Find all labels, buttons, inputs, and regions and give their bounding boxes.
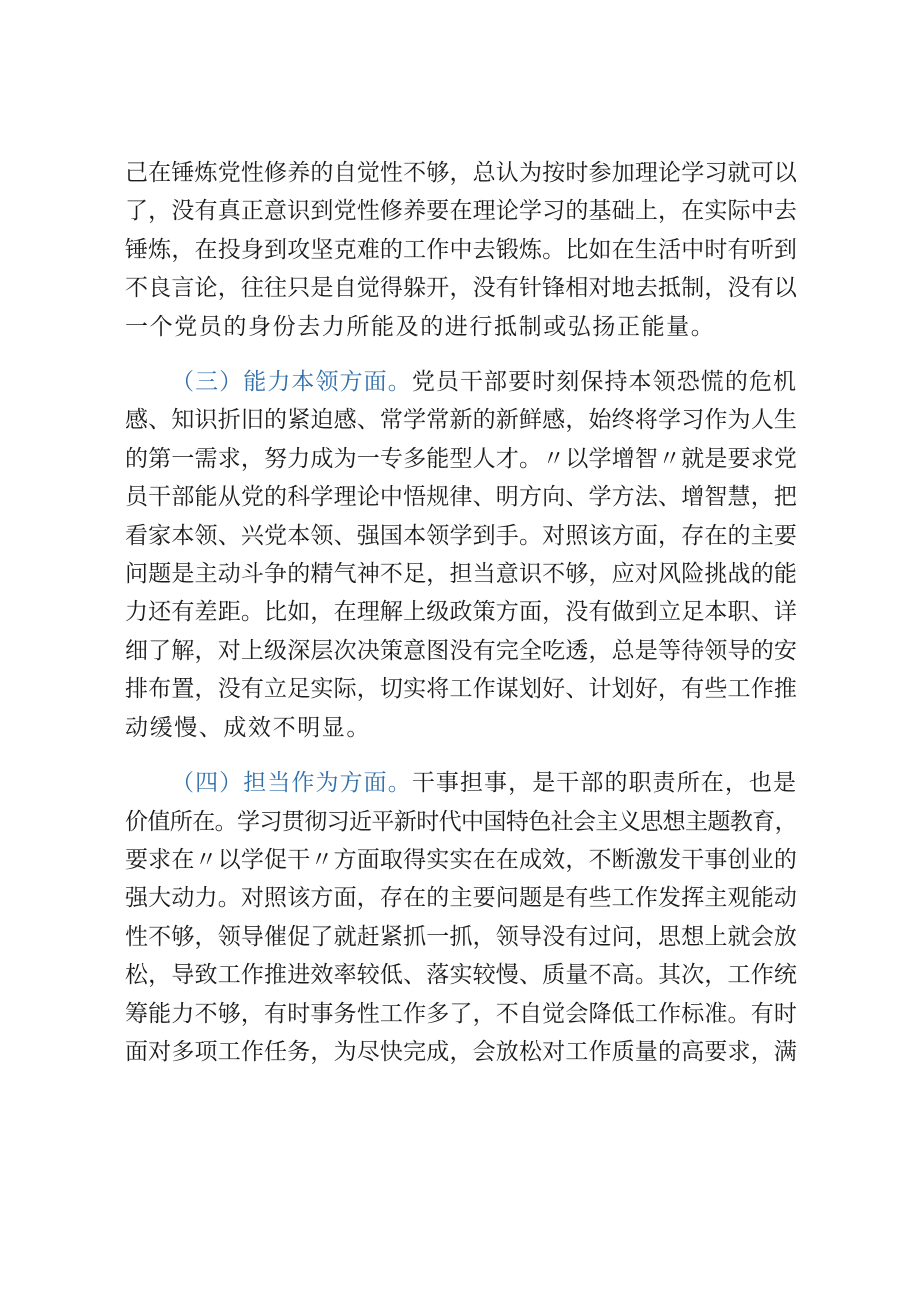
text-line: 筹能力不够，有时事务性工作多了，不自觉会降低工作标准。有时 [125,1000,797,1027]
document-body [125,154,797,1071]
paragraph-ability-skills [125,363,797,747]
text-line: 的第一需求，努力成为一专多能型人才。〃以学增智〃就是要求党 [125,445,797,472]
paragraph-responsibility-action [125,764,797,1071]
text-line: 要求在〃以学促干〃方面取得实实在在成效，不断激发干事创业的 [125,846,797,873]
text-line: 性不够，领导催促了就赶紧抓一抓，领导没有过问，思想上就会放 [125,923,797,950]
section-heading-responsibility-action: （四）担当作为方面。 [171,770,412,797]
paragraph-party-spirit-continuation [125,154,797,346]
text-line: 强大动力。对照该方面，存在的主要问题是有些工作发挥主观能动 [125,885,797,912]
text-line: 员干部能从党的科学理论中悟规律、明方向、学方法、增智慧，把 [125,484,797,511]
text-line: 价值所在。学习贯彻习近平新时代中国特色社会主义思想主题教育， [125,808,797,835]
text-line: 细了解，对上级深层次决策意图没有完全吃透，总是等待领导的安 [125,637,797,664]
text-line: 力还有差距。比如，在理解上级政策方面，没有做到立足本职、详 [125,599,797,626]
text-line: 松，导致工作推进效率较低、落实较慢、质量不高。其次，工作统 [125,962,797,989]
text-line: 锤炼，在投身到攻坚克难的工作中去锻炼。比如在生活中时有听到 [125,236,797,263]
paragraph-gap [125,346,797,363]
text-line: 一个党员的身份去力所能及的进行抵制或弘扬正能量。 [125,313,716,340]
text-line: 看家本领、兴党本领、强国本领学到手。对照该方面，存在的主要 [125,522,797,549]
text-line: 不良言论，往往只是自觉得躲开，没有针锋相对地去抵制，没有以 [125,275,797,302]
text-line: 面对多项工作任务，为尽快完成，会放松对工作质量的高要求，满 [125,1038,797,1065]
section-heading-ability-skills: （三）能力本领方面。 [171,369,412,396]
text-line [125,764,797,802]
paragraph-gap [125,747,797,764]
text-line: 动缓慢、成效不明显。 [125,714,371,741]
text-line: 了，没有真正意识到党性修养要在理论学习的基础上，在实际中去 [125,198,797,225]
text-fragment: 党员干部要时刻保持本领恐慌的危机 [411,369,798,396]
text-line: 排布置，没有立足实际，切实将工作谋划好、计划好，有些工作推 [125,676,797,703]
text-line: 问题是主动斗争的精气神不足，担当意识不够，应对风险挑战的能 [125,561,797,588]
text-fragment: 干事担事，是干部的职责所在，也是 [411,770,798,797]
text-line: 己在锤炼党性修养的自觉性不够，总认为按时参加理论学习就可以 [125,160,797,186]
text-line [125,363,797,401]
text-line: 感、知识折旧的紧迫感、常学常新的新鲜感，始终将学习作为人生 [125,407,797,434]
